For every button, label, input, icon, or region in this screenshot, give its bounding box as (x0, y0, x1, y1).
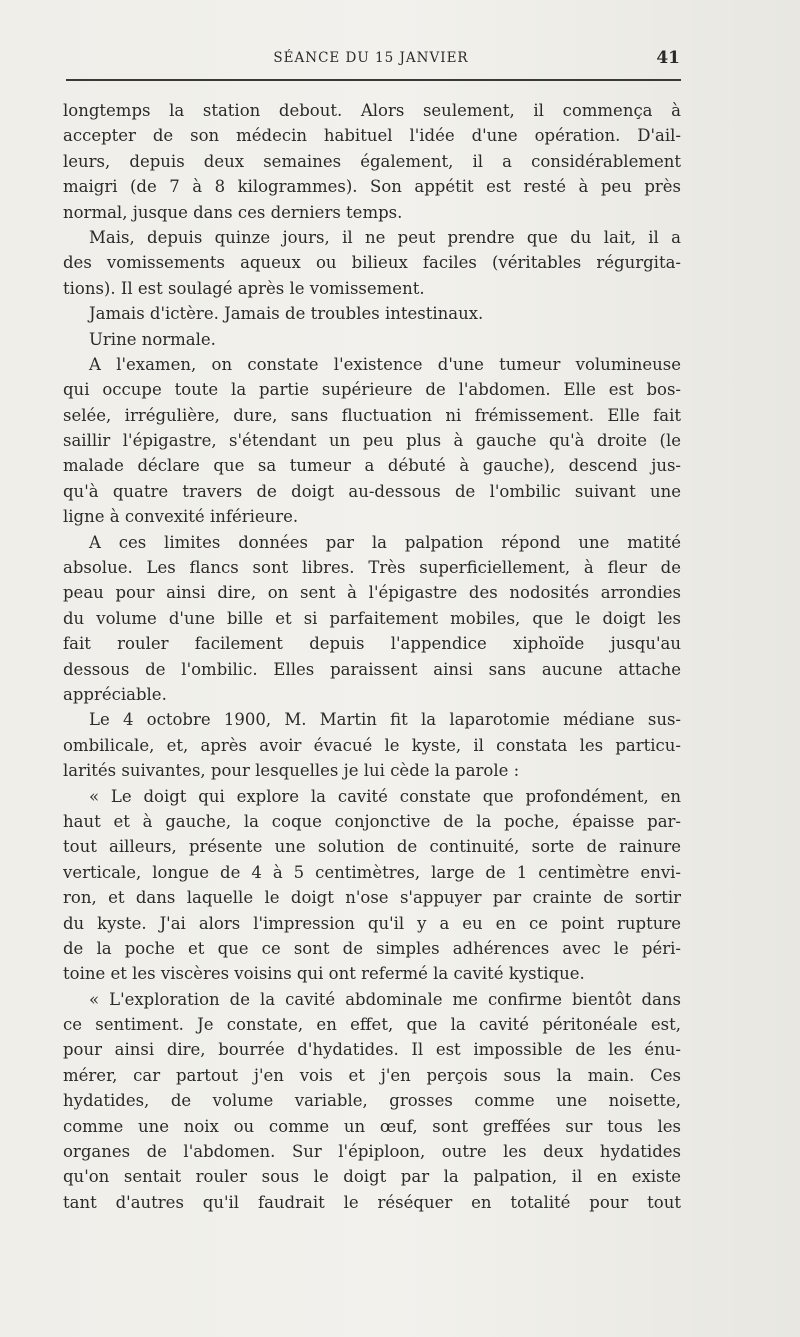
text-line: longtemps la station debout. Alors seulement, il commença à (63, 101, 681, 120)
text-line: tout ailleurs, présente une solution de continuité, sorte de rainure (63, 837, 681, 857)
text-line: dessous de l'ombilic. Elles paraissent ainsi sans aucune attache (63, 659, 681, 679)
text-line: peau pour ainsi dire, on sent à l'épigastre des nodosités arrondies (63, 583, 681, 603)
text-line: comme une noix ou comme un œuf, sont greffées sur tous les (63, 1116, 681, 1136)
text-line: normal, jusque dans ces derniers temps. (63, 202, 403, 222)
text-line: absolue. Les flancs sont libres. Très superficiellement, à fleur de (63, 558, 681, 578)
text-line: « Le doigt qui explore la cavité constate que profondément, en (89, 786, 681, 806)
text-line: qui occupe toute la partie supérieure de l'abdomen. Elle est bos- (63, 380, 681, 400)
running-head (62, 48, 680, 70)
text-line: larités suivantes, pour lesquelles je lui cède la parole : (63, 761, 520, 781)
text-line: Urine normale. (89, 329, 216, 349)
text-line: saillir l'épigastre, s'étendant un peu plus à gauche qu'à droite (le (63, 431, 681, 451)
text-line: fait rouler facilement depuis l'appendice xiphoïde jusqu'au (63, 634, 681, 654)
text-line: accepter de son médecin habituel l'idée d'une opération. D'ail- (63, 126, 681, 146)
header-rule (66, 79, 681, 81)
page-number: 41 (656, 48, 680, 68)
text-line: maigri (de 7 à 8 kilogrammes). Son appétit est resté à peu près (63, 177, 681, 197)
text-line: organes de l'abdomen. Sur l'épiploon, outre les deux hydatides (63, 1142, 681, 1162)
text-line: hydatides, de volume variable, grosses comme une noisette, (63, 1091, 681, 1111)
text-line: du volume d'une bille et si parfaitement mobiles, que le doigt les (63, 608, 681, 628)
text-line: des vomissements aqueux ou bilieux faciles (véritables régurgita- (63, 253, 681, 273)
text-line: haut et à gauche, la coque conjonctive de la poche, épaisse par- (63, 811, 681, 831)
text-line: ron, et dans laquelle le doigt n'ose s'appuyer par crainte de sortir (63, 888, 681, 908)
text-line: tant d'autres qu'il faudrait le réséquer en totalité pour tout (63, 1192, 681, 1212)
text-line: verticale, longue de 4 à 5 centimètres, large de 1 centimètre envi- (63, 862, 681, 882)
text-line: qu'à quatre travers de doigt au-dessous de l'ombilic suivant une (63, 481, 681, 501)
text-line: Jamais d'ictère. Jamais de troubles intestinaux. (89, 304, 484, 324)
text-line: « L'exploration de la cavité abdominale me confirme bientôt dans (89, 989, 681, 1009)
text-line: ombilicale, et, après avoir évacué le kyste, il constata les particu- (63, 735, 681, 755)
text-line: qu'on sentait rouler sous le doigt par la palpation, il en existe (63, 1167, 681, 1187)
text-line: Le 4 octobre 1900, M. Martin fit la laparotomie médiane sus- (89, 710, 681, 730)
text-line: A ces limites données par la palpation répond une matité (89, 532, 681, 552)
text-line: mérer, car partout j'en vois et j'en perçois sous la main. Ces (63, 1065, 681, 1085)
text-line: pour ainsi dire, bourrée d'hydatides. Il est impossible de les énu- (63, 1040, 681, 1060)
running-head-title: SÉANCE DU 15 JANVIER (273, 50, 469, 66)
text-line: selée, irrégulière, dure, sans fluctuation ni frémissement. Elle fait (63, 405, 681, 425)
text-line: appréciable. (63, 684, 167, 704)
text-line: A l'examen, on constate l'existence d'une tumeur volumineuse (89, 354, 681, 374)
text-line: de la poche et que ce sont de simples adhérences avec le péri- (63, 938, 681, 958)
text-line: ce sentiment. Je constate, en effet, que la cavité péritonéale est, (63, 1015, 681, 1035)
text-line: leurs, depuis deux semaines également, il a considérablement (63, 151, 681, 171)
text-line: Mais, depuis quinze jours, il ne peut prendre que du lait, il a (89, 227, 681, 247)
text-line: du kyste. J'ai alors l'impression qu'il y a eu en ce point rupture (63, 913, 681, 933)
text-line: tions). Il est soulagé après le vomissement. (63, 278, 425, 298)
body-text (63, 98, 681, 1215)
text-line: malade déclare que sa tumeur a débuté à gauche), descend jus- (63, 456, 681, 476)
text-line: ligne à convexité inférieure. (63, 507, 299, 527)
text-line: toine et les viscères voisins qui ont refermé la cavité kystique. (63, 964, 585, 984)
